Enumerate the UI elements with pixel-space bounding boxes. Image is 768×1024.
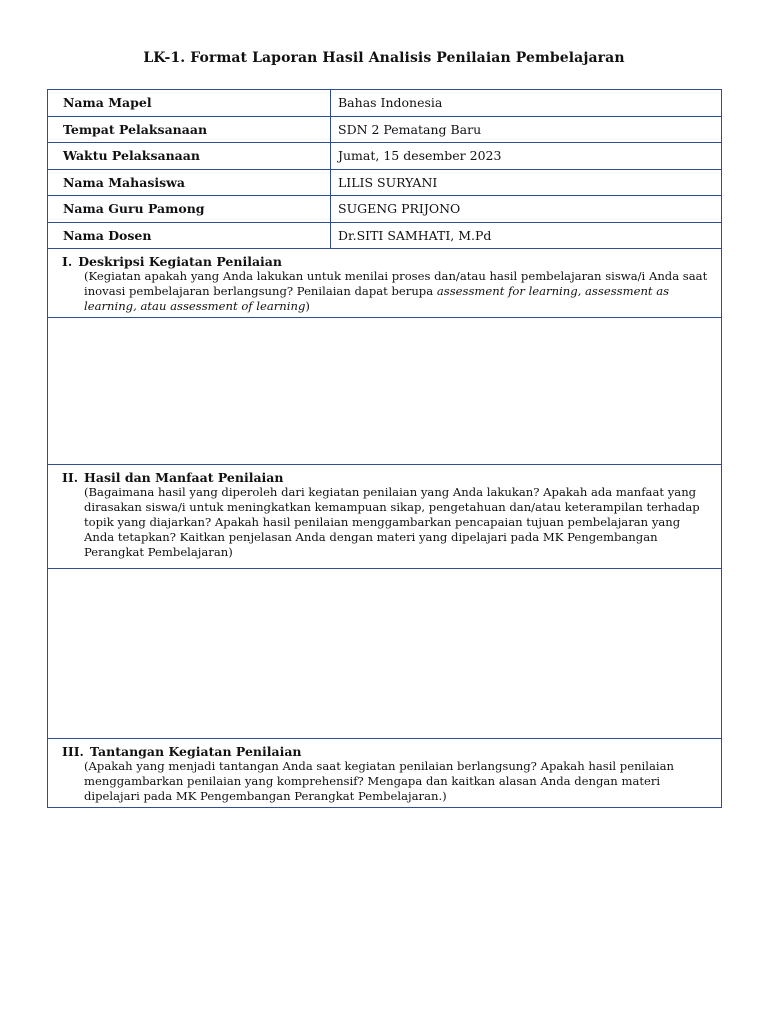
- info-label: Tempat Pelaksanaan: [48, 116, 331, 143]
- section-title: [62, 471, 711, 485]
- section-hasil-header: [48, 465, 722, 569]
- section-deskripsi-header: [48, 249, 722, 318]
- report-form-table: [47, 89, 722, 808]
- info-row-mapel: [48, 90, 722, 117]
- section-number: I.: [62, 254, 73, 269]
- section-hasil-answer: [48, 569, 722, 739]
- info-value[interactable]: LILIS SURYANI: [331, 169, 722, 196]
- section-tantangan-header: [48, 739, 722, 808]
- info-value[interactable]: Bahas Indonesia: [331, 90, 722, 117]
- info-label: Nama Guru Pamong: [48, 196, 331, 223]
- section-title: [62, 255, 711, 269]
- section-description: (Kegiatan apakah yang Anda lakukan untuk menilai proses dan/atau hasil pembelajaran siswa/i Anda saat inovasi pembelajaran berlangsung? Penilaian dapat berupa assessment for learning, assessment as learning, atau assessment of learning): [84, 269, 708, 313]
- section-description: (Apakah yang menjadi tantangan Anda saat kegiatan penilaian berlangsung? Apakah hasil penilaian menggambarkan penilaian yang komprehensif? Mengapa dan kaitkan alasan Anda dengan materi dipelajari pada MK Pengembangan Perangkat Pembelajaran.): [84, 759, 674, 803]
- info-row-guru-pamong: [48, 196, 722, 223]
- info-label: Waktu Pelaksanaan: [48, 143, 331, 170]
- info-row-waktu: [48, 143, 722, 170]
- info-label: Nama Dosen: [48, 222, 331, 249]
- section-title-text: Deskripsi Kegiatan Penilaian: [78, 254, 282, 269]
- info-value[interactable]: SUGENG PRIJONO: [331, 196, 722, 223]
- section-number: II.: [62, 470, 79, 485]
- info-row-dosen: [48, 222, 722, 249]
- section-number: III.: [62, 744, 84, 759]
- info-label: Nama Mahasiswa: [48, 169, 331, 196]
- document-title: LK-1. Format Laporan Hasil Analisis Penilaian Pembelajaran: [143, 50, 625, 66]
- section-description: (Bagaimana hasil yang diperoleh dari kegiatan penilaian yang Anda lakukan? Apakah ada manfaat yang dirasakan siswa/i untuk meningkatkan kemampuan sikap, pengetahuan dan/atau keterampilan terhadap topik yang diajarkan? Apakah hasil penilaian menggambarkan pencapaian tujuan pembelajaran yang Anda tetapkan? Kaitkan penjelasan Anda dengan materi yang dipelajari pada MK Pengembangan Perangkat Pembelajaran): [84, 485, 700, 559]
- info-label: Nama Mapel: [48, 90, 331, 117]
- answer-area[interactable]: [48, 569, 722, 739]
- info-row-mahasiswa: [48, 169, 722, 196]
- answer-area[interactable]: [48, 318, 722, 465]
- section-title: [62, 745, 711, 759]
- info-value[interactable]: Jumat, 15 desember 2023: [331, 143, 722, 170]
- info-value[interactable]: Dr.SITI SAMHATI, M.Pd: [331, 222, 722, 249]
- info-value[interactable]: SDN 2 Pematang Baru: [331, 116, 722, 143]
- section-deskripsi-answer: [48, 318, 722, 465]
- section-title-text: Hasil dan Manfaat Penilaian: [84, 470, 284, 485]
- section-title-text: Tantangan Kegiatan Penilaian: [89, 744, 302, 759]
- info-row-tempat: [48, 116, 722, 143]
